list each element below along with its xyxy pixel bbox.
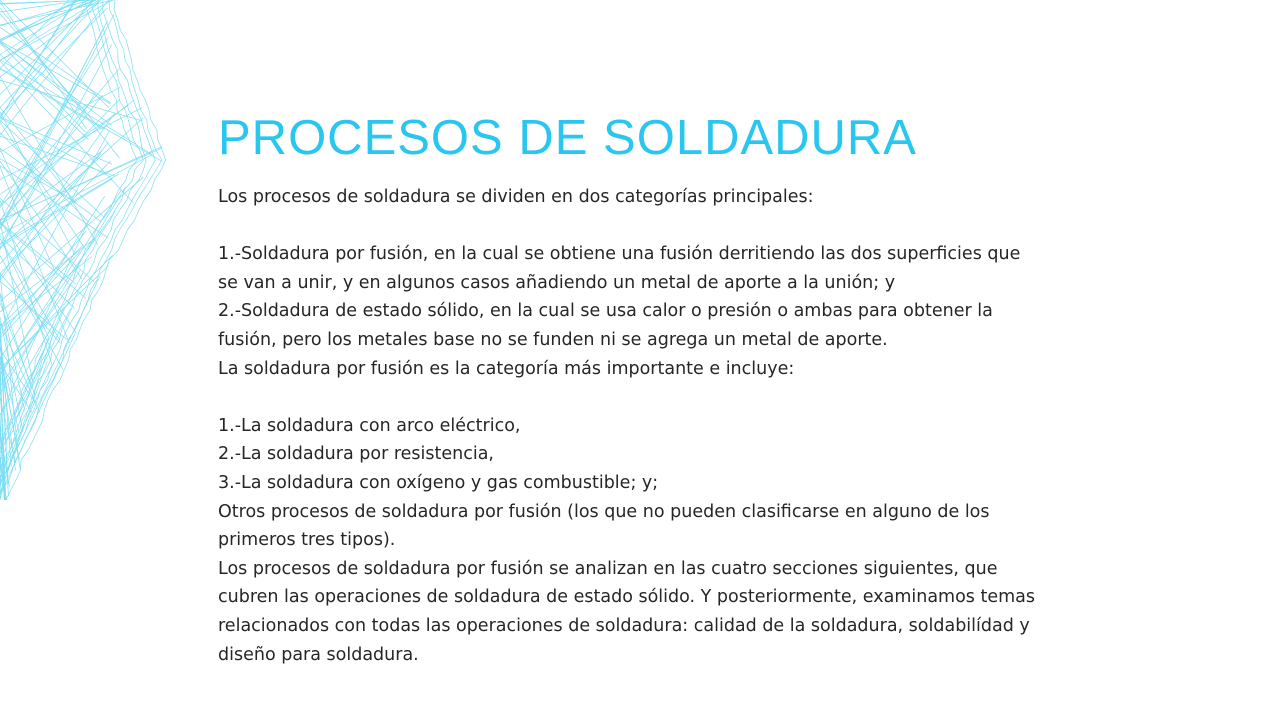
others-line-1: Otros procesos de soldadura por fusión (los que no pueden clasificarse en alguno de los [218,501,990,522]
fusion-type-arc: 1.-La soldadura con arco eléctrico, [218,415,521,436]
blank-line [218,383,1138,412]
category-2-line-2: fusión, pero los metales base no se funden ni se agrega un metal de aporte. [218,329,888,350]
blank-line [218,212,1138,241]
closing-line-1: Los procesos de soldadura por fusión se analizan en las cuatro secciones siguientes, que [218,558,998,579]
fusion-type-resistance: 2.-La soldadura por resistencia, [218,444,494,465]
fusion-intro-line: La soldadura por fusión es la categoría más importante e incluye: [218,358,795,379]
others-line-2: primeros tres tipos). [218,530,396,551]
closing-line-3: relacionados con todas las operaciones de soldadura: calidad de la soldadura, soldabilídad y [218,615,1030,636]
slide-title: PROCESOS DE SOLDADURA [218,111,917,165]
category-1-line-2: se van a unir, y en algunos casos añadiendo un metal de aporte a la unión; y [218,272,896,293]
closing-line-4: diseño para soldadura. [218,644,419,665]
closing-line-2: cubren las operaciones de soldadura de estado sólido. Y posteriormente, examinamos temas [218,587,1035,608]
category-2-line-1: 2.-Soldadura de estado sólido, en la cual se usa calor o presión o ambas para obtener la [218,301,993,322]
fusion-type-oxyfuel: 3.-La soldadura con oxígeno y gas combustible; y; [218,472,659,493]
slide-body [218,183,1138,669]
wireframe-mesh-decoration [0,0,180,500]
category-1-line-1: 1.-Soldadura por fusión, en la cual se obtiene una fusión derritiendo las dos superficies que [218,244,1021,265]
intro-line: Los procesos de soldadura se dividen en dos categorías principales: [218,187,814,207]
